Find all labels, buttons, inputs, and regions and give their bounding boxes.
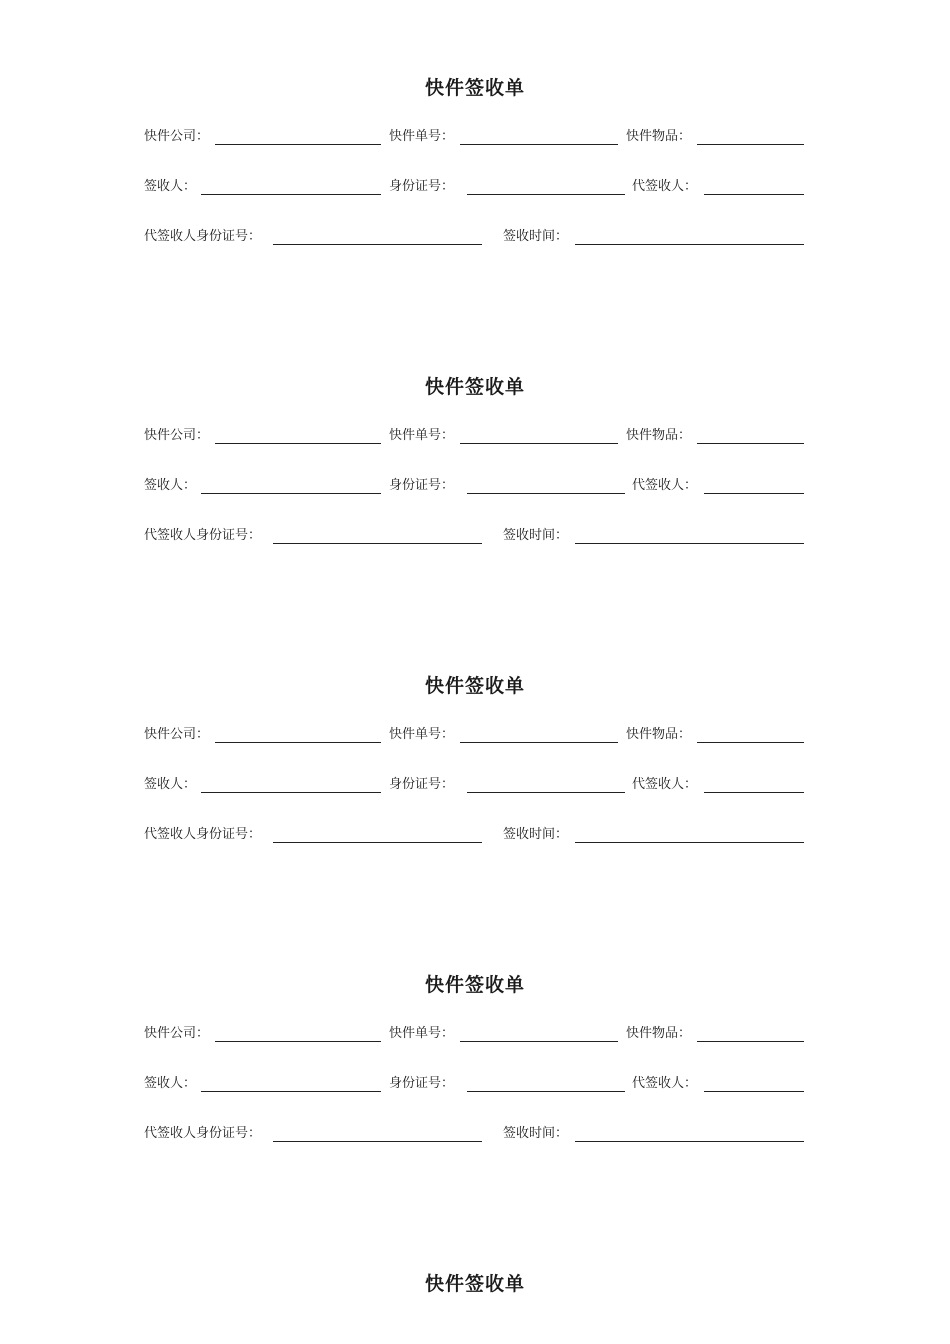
sign-time-label: 签收时间： <box>503 528 569 543</box>
form-title: 快件签收单 <box>424 1273 525 1295</box>
id-number-label: 身份证号： <box>389 777 455 792</box>
id-number-field[interactable] <box>467 493 625 494</box>
tracking-number-field[interactable] <box>460 443 618 444</box>
proxy-recipient-field[interactable] <box>704 493 804 494</box>
form-row-1 <box>0 726 950 746</box>
proxy-recipient-label: 代签收人： <box>632 1076 698 1091</box>
id-number-label: 身份证号： <box>389 1076 455 1091</box>
express-company-label: 快件公司： <box>144 428 210 443</box>
express-company-label: 快件公司： <box>144 129 210 144</box>
tracking-number-field[interactable] <box>460 1041 618 1042</box>
recipient-label: 签收人： <box>144 777 197 792</box>
form-row-2 <box>0 1075 950 1095</box>
express-company-field[interactable] <box>215 742 381 743</box>
item-label: 快件物品： <box>626 428 692 443</box>
recipient-field[interactable] <box>201 194 381 195</box>
form-title: 快件签收单 <box>424 974 525 996</box>
express-company-label: 快件公司： <box>144 727 210 742</box>
recipient-field[interactable] <box>201 1091 381 1092</box>
id-number-field[interactable] <box>467 792 625 793</box>
item-field[interactable] <box>697 443 804 444</box>
form-row-1 <box>0 128 950 148</box>
tracking-number-label: 快件单号： <box>389 727 455 742</box>
form-row-2 <box>0 477 950 497</box>
recipient-label: 签收人： <box>144 1076 197 1091</box>
proxy-id-number-field[interactable] <box>273 842 482 843</box>
form-row-2 <box>0 178 950 198</box>
item-field[interactable] <box>697 144 804 145</box>
sign-time-field[interactable] <box>575 1141 804 1142</box>
proxy-id-number-field[interactable] <box>273 543 482 544</box>
form-row-3 <box>0 1125 950 1145</box>
sign-time-field[interactable] <box>575 543 804 544</box>
proxy-recipient-field[interactable] <box>704 792 804 793</box>
sign-time-field[interactable] <box>575 244 804 245</box>
proxy-id-number-label: 代签收人身份证号： <box>144 528 262 543</box>
id-number-field[interactable] <box>467 194 625 195</box>
sign-time-label: 签收时间： <box>503 229 569 244</box>
form-row-1 <box>0 1025 950 1045</box>
id-number-label: 身份证号： <box>389 179 455 194</box>
tracking-number-label: 快件单号： <box>389 129 455 144</box>
recipient-label: 签收人： <box>144 179 197 194</box>
proxy-id-number-field[interactable] <box>273 244 482 245</box>
proxy-recipient-label: 代签收人： <box>632 179 698 194</box>
item-field[interactable] <box>697 742 804 743</box>
proxy-recipient-label: 代签收人： <box>632 777 698 792</box>
express-company-field[interactable] <box>215 443 381 444</box>
proxy-id-number-label: 代签收人身份证号： <box>144 1126 262 1141</box>
form-row-3 <box>0 228 950 248</box>
form-row-3 <box>0 527 950 547</box>
sign-time-label: 签收时间： <box>503 1126 569 1141</box>
form-title: 快件签收单 <box>424 675 525 697</box>
tracking-number-label: 快件单号： <box>389 428 455 443</box>
proxy-id-number-field[interactable] <box>273 1141 482 1142</box>
form-row-3 <box>0 826 950 846</box>
recipient-field[interactable] <box>201 792 381 793</box>
form-title: 快件签收单 <box>424 376 525 398</box>
id-number-label: 身份证号： <box>389 478 455 493</box>
sign-time-field[interactable] <box>575 842 804 843</box>
item-label: 快件物品： <box>626 727 692 742</box>
recipient-field[interactable] <box>201 493 381 494</box>
form-title: 快件签收单 <box>424 77 525 99</box>
id-number-field[interactable] <box>467 1091 625 1092</box>
proxy-recipient-field[interactable] <box>704 194 804 195</box>
recipient-label: 签收人： <box>144 478 197 493</box>
express-company-label: 快件公司： <box>144 1026 210 1041</box>
express-company-field[interactable] <box>215 144 381 145</box>
tracking-number-label: 快件单号： <box>389 1026 455 1041</box>
item-label: 快件物品： <box>626 1026 692 1041</box>
sign-time-label: 签收时间： <box>503 827 569 842</box>
form-row-1 <box>0 427 950 447</box>
proxy-recipient-label: 代签收人： <box>632 478 698 493</box>
tracking-number-field[interactable] <box>460 144 618 145</box>
express-company-field[interactable] <box>215 1041 381 1042</box>
item-field[interactable] <box>697 1041 804 1042</box>
proxy-id-number-label: 代签收人身份证号： <box>144 229 262 244</box>
item-label: 快件物品： <box>626 129 692 144</box>
tracking-number-field[interactable] <box>460 742 618 743</box>
proxy-id-number-label: 代签收人身份证号： <box>144 827 262 842</box>
proxy-recipient-field[interactable] <box>704 1091 804 1092</box>
form-row-2 <box>0 776 950 796</box>
